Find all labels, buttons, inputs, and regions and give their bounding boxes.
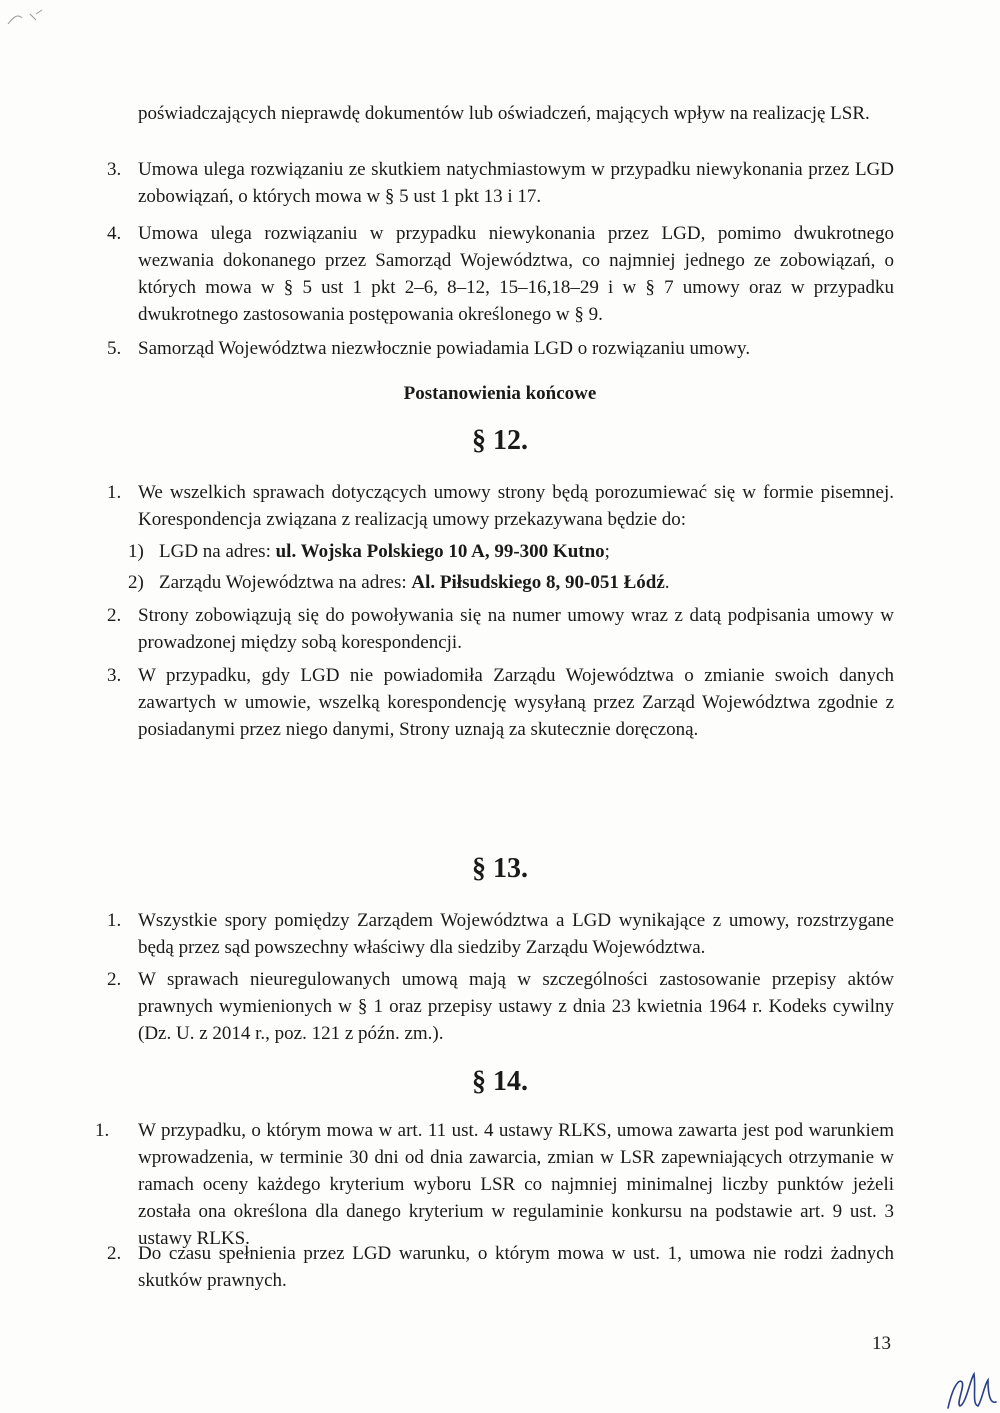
carry-over-paragraph: poświadczających nieprawdę dokumentów lub oświadczeń, mających wpływ na realizację LSR.: [138, 103, 870, 124]
section11-item-5: Samorząd Województwa niezwłocznie powiadamia LGD o rozwiązaniu umowy.: [138, 338, 751, 359]
item-number: 2.: [107, 1243, 122, 1264]
section11-item-3: Umowa ulega rozwiązaniu ze skutkiem natychmiastowym w przypadku niewykonania przez LGD zobowiązań, o których mowa w § 5 ust 1 pkt 13 i 17.: [138, 159, 894, 207]
section13-item-1: Wszystkie spory pomiędzy Zarządem Województwa a LGD wynikające z umowy, rozstrzygane będą przez sąd powszechny właściwy dla siedziby Zarządu Województwa.: [138, 910, 894, 958]
section14-item-1: W przypadku, o którym mowa w art. 11 ust. 4 ustawy RLKS, umowa zawarta jest pod warunkiem wprowadzenia, w terminie 30 dni od dnia zawarcia, zmian w LSR zapewniających otrzymanie w ramach oceny każdego kryterium wyboru LSR co najmniej minimalnej liczby punktów jeżeli została ona określona dla danego kryterium w regulaminie konkursu na podstawie art. 9 ust. 3 ustawy RLKS.: [138, 1120, 894, 1249]
section12-item-2: Strony zobowiązują się do powoływania się na numer umowy wraz z datą podpisania umowy w prowadzonej między sobą korespondencji.: [138, 605, 894, 653]
address-zarzad: Zarządu Województwa na adres: Al. Piłsudskiego 8, 90-051 Łódź.: [159, 572, 670, 593]
item-number: 1.: [107, 910, 122, 931]
corner-mark: [6, 6, 46, 28]
section14-item-2: Do czasu spełnienia przez LGD warunku, o którym mowa w ust. 1, umowa nie rodzi żadnych skutków prawnych.: [138, 1243, 894, 1291]
sub-item-number: 1): [128, 541, 144, 562]
final-provisions-heading: Postanowienia końcowe: [403, 383, 597, 404]
address-lgd: LGD na adres: ul. Wojska Polskiego 10 A, 99-300 Kutno;: [159, 541, 610, 562]
section12-item-3: W przypadku, gdy LGD nie powiadomiła Zarządu Województwa o zmianie swoich danych zawartych w umowie, wszelką korespondencję wysyłaną przez Zarząd Województwa zgodnie z posiadanymi przez niego danymi, Strony uznają za skutecznie doręczoną.: [138, 665, 894, 740]
handwritten-initials: [940, 1360, 1000, 1413]
section-14-title: § 14.: [472, 1066, 528, 1097]
item-number: 4.: [107, 223, 122, 244]
section13-item-2: W sprawach nieuregulowanych umową mają w szczególności zastosowanie przepisy aktów prawnych wymienionych w § 1 oraz przepisy ustawy z dnia 23 kwietnia 1964 r. Kodeks cywilny (Dz. U. z 2014 r., poz. 121 z późn. zm.).: [138, 969, 894, 1044]
item-number: 3.: [107, 159, 122, 180]
item-number: 1.: [95, 1120, 110, 1141]
section-13-title: § 13.: [472, 853, 528, 884]
section11-item-4: Umowa ulega rozwiązaniu w przypadku niewykonania przez LGD, pomimo dwukrotnego wezwania dokonanego przez Samorząd Województwa, co najmniej jednego ze zobowiązań, o których mowa w § 5 ust 1 pkt 2–6, 8–12, 15–16,18–29 i w § 7 umowy oraz w przypadku dwukrotnego zastosowania postępowania określonego w § 9.: [138, 223, 894, 325]
page-number: 13: [872, 1333, 891, 1354]
item-number: 5.: [107, 338, 122, 359]
item-number: 1.: [107, 482, 122, 503]
section12-item-1: We wszelkich sprawach dotyczących umowy strony będą porozumiewać się w formie pisemnej. Korespondencja związana z realizacją umowy przekazywana będzie do:: [138, 482, 894, 530]
item-number: 2.: [107, 605, 122, 626]
section-12-title: § 12.: [472, 425, 528, 456]
sub-item-number: 2): [128, 572, 144, 593]
item-number: 2.: [107, 969, 122, 990]
item-number: 3.: [107, 665, 122, 686]
